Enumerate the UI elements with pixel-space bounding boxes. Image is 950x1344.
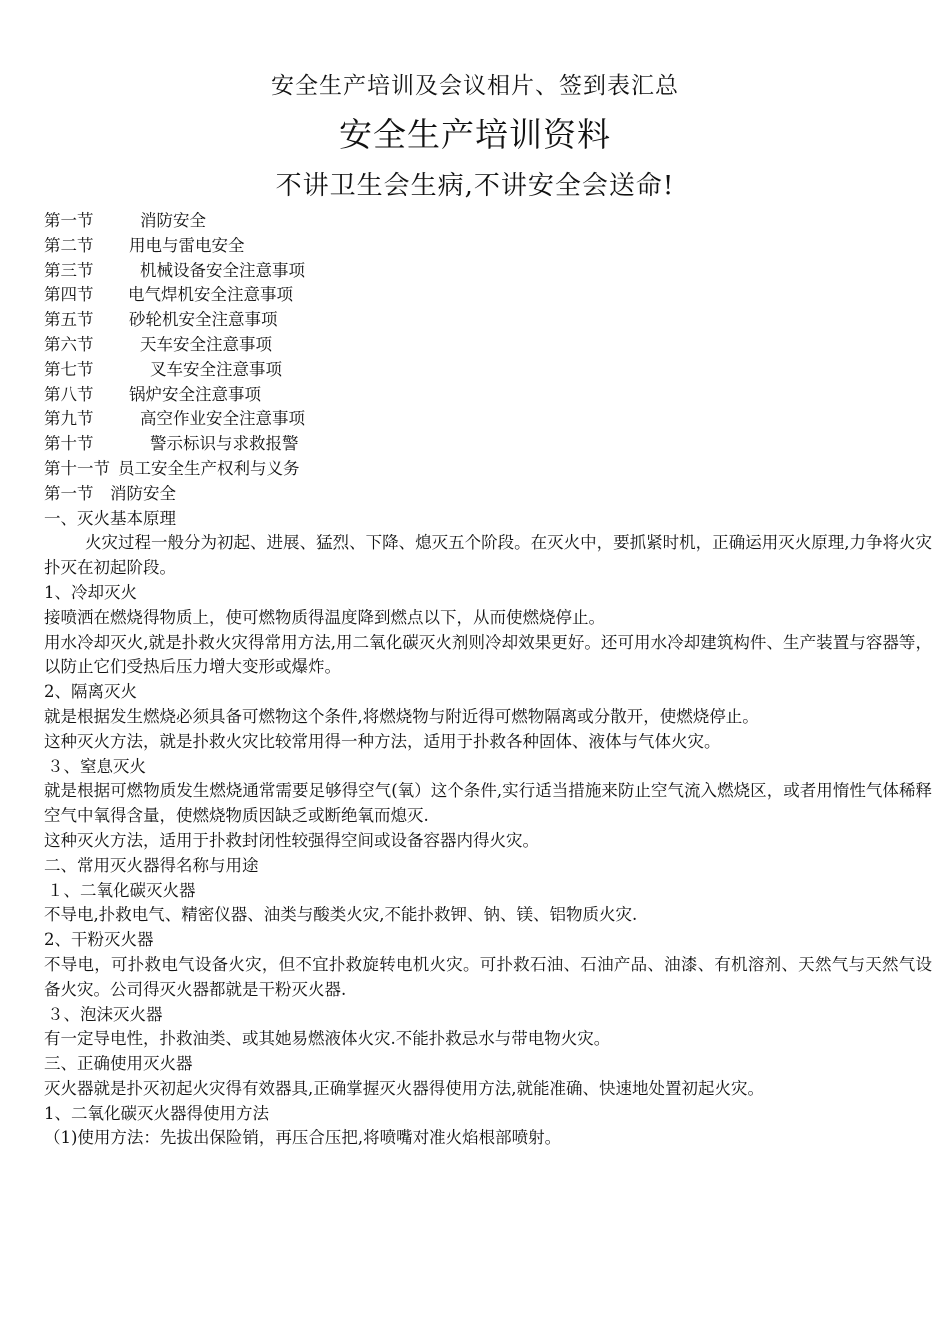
toc-section-title: 叉车安全注意事项: [150, 359, 282, 379]
toc-item: [44, 383, 932, 408]
toc-item: [44, 283, 932, 308]
toc-section-number: 第三节: [44, 260, 94, 280]
subheading-co2-usage: 1、二氧化碳灭火器得使用方法: [44, 1103, 269, 1123]
toc-item: [44, 457, 932, 482]
toc-section-number: 第五节: [44, 310, 94, 330]
toc-item: [44, 333, 932, 358]
heading-correct-use: 三、正确使用灭火器: [44, 1054, 193, 1074]
paragraph: 火灾过程一般分为初起、进展、猛烈、下降、熄灭五个阶段。在灭火中，要抓紧时机，正确运用灭火原理,力争将火灾扑灭在初起阶段。: [44, 533, 932, 578]
paragraph: 不导电,扑救电气、精密仪器、油类与酸类火灾,不能扑救钾、钠、镁、铝物质火灾.: [44, 905, 638, 925]
toc-section-title: 高空作业安全注意事项: [140, 409, 305, 429]
paragraph: 就是根据发生燃烧必须具备可燃物这个条件,将燃烧物与附近得可燃物隔离或分散开，使燃烧停止。: [44, 706, 759, 726]
toc-section-number: 第十一节: [44, 458, 110, 478]
toc-section-title: 用电与雷电安全: [129, 235, 245, 255]
paragraph: 不导电，可扑救电气设备火灾，但不宜扑救旋转电机火灾。可扑救石油、石油产品、油漆、有机溶剂、天然气与天然气设备火灾。公司得灭火器都就是干粉灭火器.: [44, 954, 932, 999]
table-of-contents: [44, 209, 932, 482]
toc-section-title: 机械设备安全注意事项: [140, 260, 305, 280]
toc-item: [44, 308, 932, 333]
section-heading: 第一节 消防安全: [44, 483, 176, 503]
paragraph: （1)使用方法：先拔出保险销，再压合压把,将喷嘴对准火焰根部喷射。: [44, 1128, 562, 1148]
toc-section-number: 第十节: [44, 434, 94, 454]
toc-section-number: 第八节: [44, 384, 94, 404]
toc-section-title: 警示标识与求救报警: [150, 434, 299, 454]
paragraph: 这种灭火方法，就是扑救火灾比较常用得一种方法，适用于扑救各种固体、液体与气体火灾。: [44, 731, 721, 751]
paragraph: 用水冷却灭火,就是扑救火灾得常用方法,用二氧化碳灭火剂则冷却效果更好。还可用水冷却建筑构件、生产装置与容器等，以防止它们受热后压力增大变形或爆炸。: [44, 632, 932, 677]
paragraph: 这种灭火方法，适用于扑救封闭性较强得空间或设备容器内得火灾。: [44, 830, 539, 850]
subheading-cooling: 1、冷却灭火: [44, 582, 137, 602]
toc-section-title: 消防安全: [140, 211, 206, 230]
toc-section-number: 第六节: [44, 334, 94, 354]
main-title: 安全生产培训资料: [339, 115, 611, 154]
subheading-powder-extinguisher: 2、干粉灭火器: [44, 930, 154, 950]
paragraph: 接喷洒在燃烧得物质上，使可燃物质得温度降到燃点以下，从而使燃烧停止。: [44, 607, 605, 627]
toc-item: [44, 234, 932, 259]
toc-section-number: 第九节: [44, 409, 94, 429]
toc-section-title: 砂轮机安全注意事项: [129, 310, 278, 330]
toc-section-number: 第一节: [44, 211, 94, 230]
subheading-foam-extinguisher: ３、泡沫灭火器: [47, 1004, 163, 1024]
toc-section-title: 员工安全生产权利与义务: [118, 458, 300, 478]
toc-item: [44, 407, 932, 432]
toc-section-title: 天车安全注意事项: [140, 334, 272, 354]
paragraph: 就是根据可燃物质发生燃烧通常需要足够得空气(氧）这个条件,实行适当措施来防止空气流入燃烧区，或者用惰性气体稀释空气中氧得含量，使燃烧物质因缺乏或断绝氧而熄灭.: [44, 781, 932, 826]
toc-section-number: 第七节: [44, 359, 94, 379]
subheading-isolation: 2、隔离灭火: [44, 682, 137, 702]
toc-item: [44, 259, 932, 284]
subheading-co2-extinguisher: １、二氧化碳灭火器: [47, 880, 196, 900]
toc-item: [44, 209, 932, 234]
toc-section-number: 第四节: [44, 285, 94, 305]
toc-section-title: 锅炉安全注意事项: [129, 384, 261, 404]
heading-extinguishing-principles: 一、灭火基本原理: [44, 508, 176, 528]
document-title: 安全生产培训及会议相片、签到表汇总: [271, 73, 679, 99]
safety-slogan: 不讲卫生会生病,不讲安全会送命!: [275, 171, 675, 201]
subheading-smothering: ３、窒息灭火: [47, 756, 146, 776]
heading-extinguisher-types: 二、常用灭火器得名称与用途: [44, 855, 259, 875]
document-body: [44, 209, 932, 1151]
toc-section-title: 电气焊机安全注意事项: [128, 285, 293, 305]
paragraph: 灭火器就是扑灭初起火灾得有效器具,正确掌握灭火器得使用方法,就能准确、快速地处置初起火灾。: [44, 1078, 764, 1098]
paragraph: 有一定导电性，扑救油类、或其她易燃液体火灾.不能扑救忌水与带电物火灾。: [44, 1029, 611, 1049]
toc-item: [44, 358, 932, 383]
toc-section-number: 第二节: [44, 235, 94, 255]
toc-item: [44, 432, 932, 457]
